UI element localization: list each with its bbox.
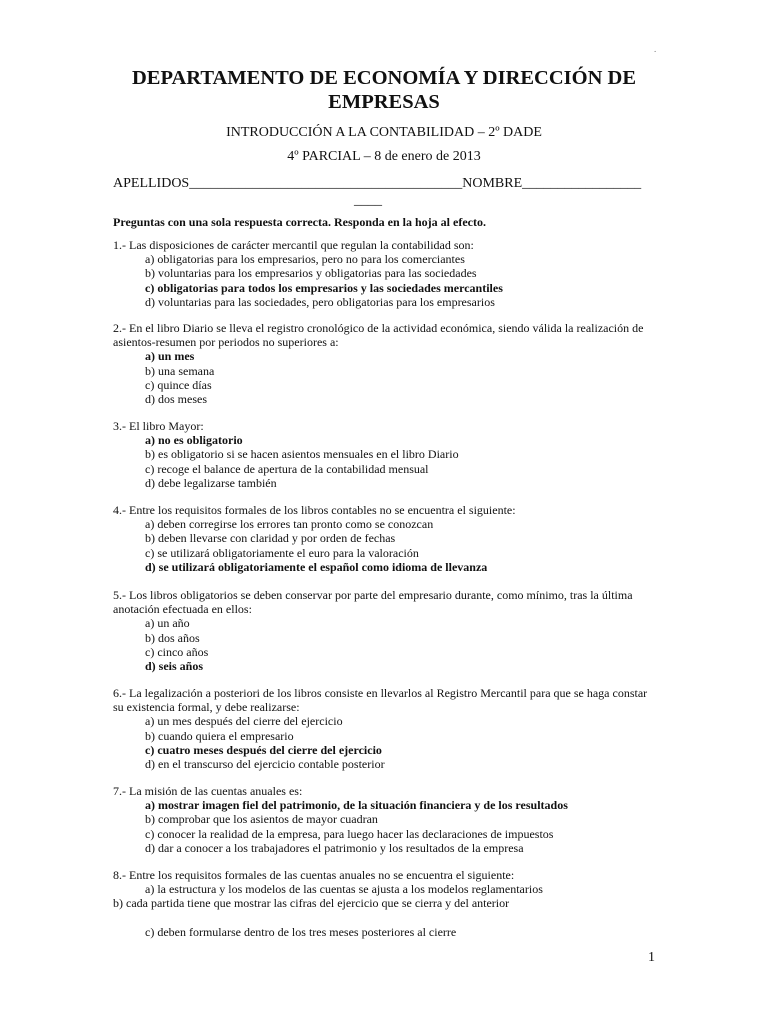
question-stem: 2.- En el libro Diario se lleva el registro cronológico de la actividad económica, siendo válida la realización de asientos-resumen por periodos no superiores a:: [113, 321, 644, 350]
option-c: c) recoge el balance de apertura de la contabilidad mensual: [145, 461, 429, 476]
options-list: [113, 798, 658, 855]
option-d: d) voluntarias para las sociedades, pero obligatorias para los empresarios: [145, 294, 495, 309]
top-mark: .: [654, 44, 657, 54]
option-d: d) dar a conocer a los trabajadores el patrimonio y los resultados de la empresa: [145, 840, 524, 855]
option-d: d) en el transcurso del ejercicio contable posterior: [145, 757, 385, 772]
option-a: a) deben corregirse los errores tan pronto como se conozcan: [145, 517, 434, 532]
instructions: Preguntas con una sola respuesta correcta. Responda en la hoja al efecto.: [113, 215, 486, 229]
options-list: [113, 433, 658, 490]
question-stem: 3.- El libro Mayor:: [113, 419, 204, 433]
option-b: b) una semana: [145, 363, 215, 378]
name-line-continuation: ____: [354, 193, 382, 208]
option-a-correct: a) un mes: [145, 349, 195, 364]
page-number: 1: [648, 950, 655, 965]
option-d: d) dos meses: [145, 392, 207, 407]
option-b: b) dos años: [145, 630, 200, 645]
option-b: b) cuando quiera el empresario: [145, 728, 294, 743]
options-list: [113, 517, 658, 574]
options-list: [113, 882, 658, 939]
option-c: c) quince días: [145, 377, 212, 392]
options-list: [113, 349, 658, 406]
question-5: [113, 588, 658, 673]
option-d-correct: d) seis años: [145, 659, 204, 674]
question-stem: 4.- Entre los requisitos formales de los libros contables no se encuentra el siguiente:: [113, 503, 516, 517]
option-d: d) debe legalizarse también: [145, 475, 277, 490]
question-stem: 8.- Entre los requisitos formales de las cuentas anuales no se encuentra el siguiente:: [113, 868, 515, 882]
option-c: c) se utilizará obligatoriamente el euro para la valoración: [145, 545, 419, 560]
option-c: c) conocer la realidad de la empresa, para luego hacer las declaraciones de impuestos: [145, 826, 554, 841]
question-6: [113, 686, 658, 771]
option-b: b) voluntarias para los empresarios y obligatorias para las sociedades: [145, 266, 477, 281]
question-stem: 6.- La legalización a posteriori de los libros consiste en llevarlos al Registro Mercantil para que se haga constar su existencia formal, y debe realizarse:: [113, 686, 648, 715]
option-c-correct: c) cuatro meses después del cierre del ejercicio: [145, 742, 382, 757]
option-a: a) un año: [145, 616, 190, 631]
question-7: [113, 784, 658, 855]
option-b: b) deben llevarse con claridad y por orden de fechas: [145, 531, 396, 546]
option-a: a) la estructura y los modelos de las cuentas se ajusta a los modelos reglamentarios: [145, 882, 543, 897]
question-stem: 5.- Los libros obligatorios se deben conservar por parte del empresario durante, como mínimo, tras la última anotación efectuada en ellos:: [113, 588, 633, 617]
option-c: c) deben formularse dentro de los tres meses posteriores al cierre: [145, 924, 457, 939]
question-2: [113, 321, 658, 406]
name-line: APELLIDOS_______________________________________NOMBRE_________________: [113, 176, 642, 191]
option-a: a) obligatorias para los empresarios, pero no para los comerciantes: [145, 252, 465, 267]
question-8: [113, 868, 658, 939]
option-b: b) es obligatorio si se hacen asientos mensuales en el libro Diario: [145, 447, 459, 462]
option-a-correct: a) no es obligatorio: [145, 433, 243, 448]
question-stem: 7.- La misión de las cuentas anuales es:: [113, 784, 303, 798]
question-4: [113, 503, 658, 574]
option-b: b) comprobar que los asientos de mayor cuadran: [145, 812, 378, 827]
department-title: DEPARTAMENTO DE ECONOMÍA Y DIRECCIÓN DE EMPRESAS: [131, 67, 637, 113]
option-a: a) un mes después del cierre del ejercicio: [145, 714, 343, 729]
question-3: [113, 419, 658, 490]
options-list: [113, 714, 658, 771]
option-d-correct: d) se utilizará obligatoriamente el español como idioma de llevanza: [145, 559, 488, 574]
option-c: c) cinco años: [145, 644, 209, 659]
question-stem: 1.- Las disposiciones de carácter mercantil que regulan la contabilidad son:: [113, 238, 474, 252]
options-list: [113, 616, 658, 673]
option-a-correct: a) mostrar imagen fiel del patrimonio, de la situación financiera y de los resultados: [145, 798, 568, 813]
question-1: [113, 238, 658, 309]
option-c-correct: c) obligatorias para todos los empresarios y las sociedades mercantiles: [145, 280, 503, 295]
options-list: [113, 252, 658, 309]
course-subtitle: INTRODUCCIÓN A LA CONTABILIDAD – 2º DADE: [226, 125, 542, 140]
option-b: b) cada partida tiene que mostrar las cifras del ejercicio que se cierra y del anterior: [113, 896, 510, 911]
exam-date: 4º PARCIAL – 8 de enero de 2013: [287, 149, 481, 164]
